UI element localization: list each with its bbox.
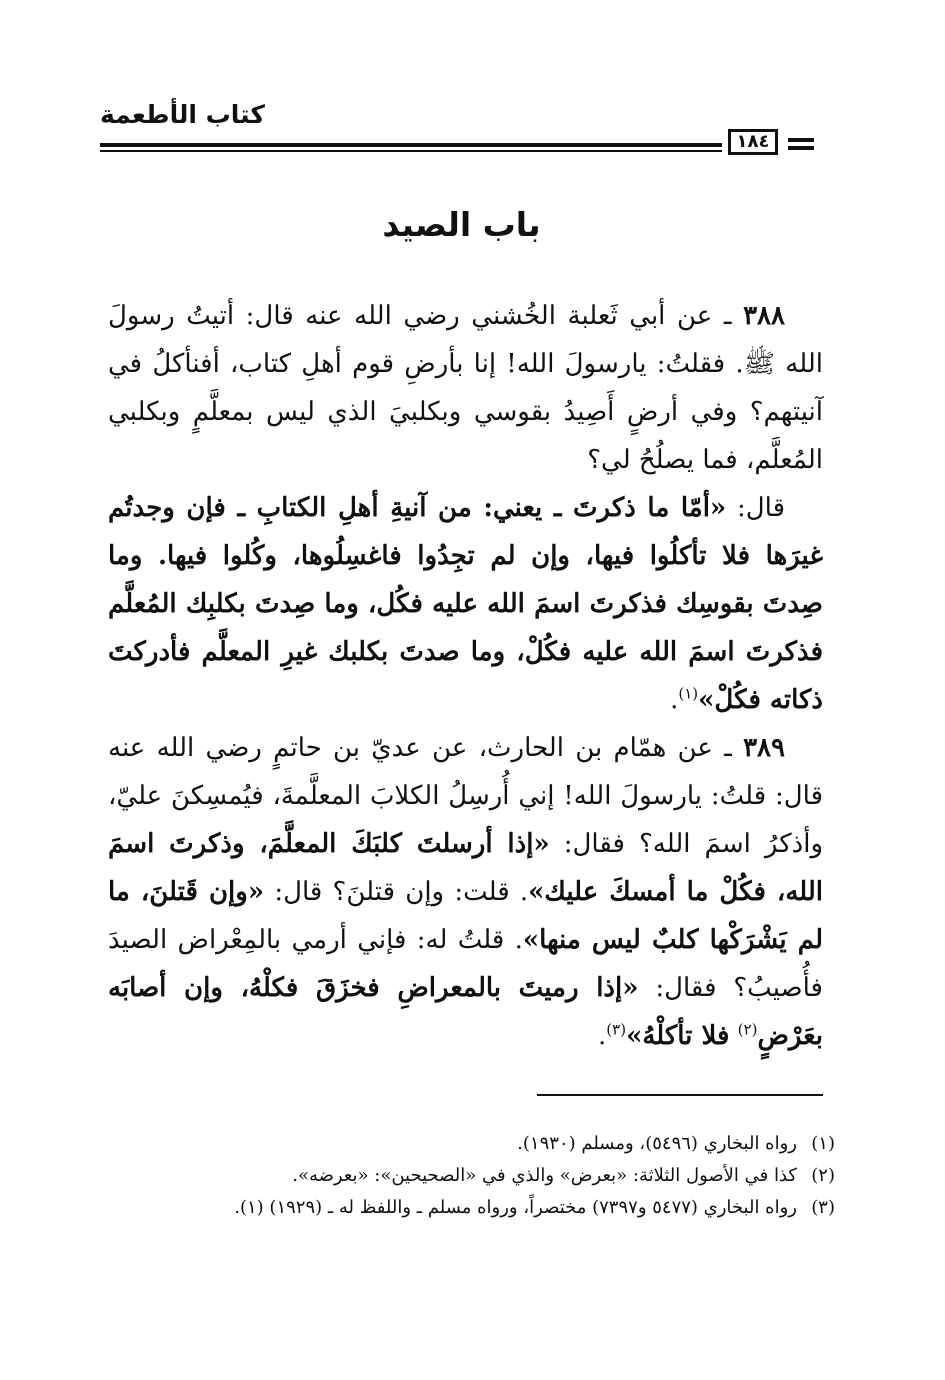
chapter-title: باب الصيد [382, 205, 541, 244]
dash: ـ [712, 733, 732, 763]
footnote-item [108, 1192, 835, 1224]
footnote-text: رواه البخاري (٥٤٩٦)، ومسلم (١٩٣٠). [517, 1133, 797, 1154]
footnote-label: (٣) [811, 1197, 835, 1218]
footnote-separator [537, 1094, 823, 1096]
footnote-ref: (٣) [606, 1020, 627, 1039]
header-rule [100, 143, 722, 147]
footnote-ref: (١) [678, 684, 699, 703]
hadith-389 [108, 724, 823, 1060]
footnote-label: (٢) [811, 1165, 835, 1186]
prophetic-quote: «وإن قَتلنَ، ما لم يَشْرَكْها كلبٌ ليس منها» [108, 877, 823, 955]
hadith-number: ٣٨٨ [743, 301, 785, 331]
prophetic-quote: «إذا أرسلتَ كلبَكَ المعلَّمَ، وذكرتَ اسمَ الله، فكُلْ ما أمسكَ عليك» [108, 829, 824, 907]
prophetic-quote: «إذا رميتَ بالمعراضِ فخزَقَ فكلْهُ، وإن أصابَه بعَرْضٍ [108, 973, 823, 1051]
sentence-end: . [598, 1021, 607, 1051]
footnote-text: كذا في الأصول الثلاثة: «بعرض» والذي في «الصحيحين»: «بعرضه». [292, 1165, 797, 1186]
running-title: كتاب الأطعمة [100, 100, 265, 129]
footnote-ref: (٢) [737, 1020, 758, 1039]
header-rule-thin [100, 150, 722, 152]
prophetic-quote: فلا تأكلْهُ» [626, 1021, 730, 1051]
footnote-text: رواه البخاري (٥٤٧٧ و٧٣٩٧) مختصراً، ورواه مسلم ـ واللفظ له ـ (١٩٢٩) (١). [234, 1197, 797, 1218]
sentence-end: . [670, 685, 679, 715]
header-ornament [788, 138, 814, 142]
prophetic-quote: «أمّا ما ذكرتَ ـ يعني: من آنيةِ أهلِ الكتابِ ـ فإن وجدتُم غيرَها فلا تأكلُوا فيها، وإن لم تجِدُوا فاغسِلُوها، وكُلوا فيها. وما صِدتَ بقوسِك فذكرتَ اسمَ الله عليه فكُل، وما صِدتَ بكلبِك المُعلَّم فذكرتَ اسمَ الله عليه فكُلْ، وما صدتَ بكلبك غيرِ المعلَّم فأدركتَ ذكاته فكُلْ» [108, 493, 823, 715]
hadith-text: عن همّام بن الحارث، عن عديّ بن حاتمٍ رضي الله عنه قال: قلتُ: يارسولَ الله! إني أُرسِلُ الكلابَ المعلَّمةَ، فيُمسِكنَ عليّ، وأذكرُ اسمَ الله؟ فقال: [108, 733, 823, 859]
hadith-text: عن أبي ثَعلبة الخُشني رضي الله عنه قال: أتيتُ رسولَ الله ﷺ. فقلتُ: يارسولَ الله! إنا بأرضِ قوم أهلِ كتاب، أفنأكلُ في آنيتهم؟ وفي أرضٍ أَصِيدُ بقوسي وبكلبيَ الذي ليس بمعلَّمٍ وبكلبي المُعلَّم، فما يصلُحُ لي؟ [108, 301, 823, 475]
header-ornament-lower [788, 146, 814, 150]
main-text [108, 292, 823, 1060]
footnotes [108, 1128, 835, 1224]
dash: ـ [712, 301, 732, 331]
hadith-text: . قلتُ له: فإني أرمي بالمِعْراض الصيدَ فأُصيبُ؟ فقال: [108, 925, 823, 1003]
footnote-item [108, 1128, 835, 1160]
hadith-number: ٣٨٩ [743, 733, 785, 763]
footnote-label: (١) [811, 1133, 835, 1154]
footnote-item [108, 1160, 835, 1192]
page-number: ١٨٤ [728, 129, 778, 155]
hadith-388-answer [108, 484, 823, 724]
hadith-388-question [108, 292, 823, 484]
reply-lead: قال: [737, 493, 786, 523]
hadith-text: . قلت: وإن قتلنَ؟ قال: [274, 877, 529, 907]
